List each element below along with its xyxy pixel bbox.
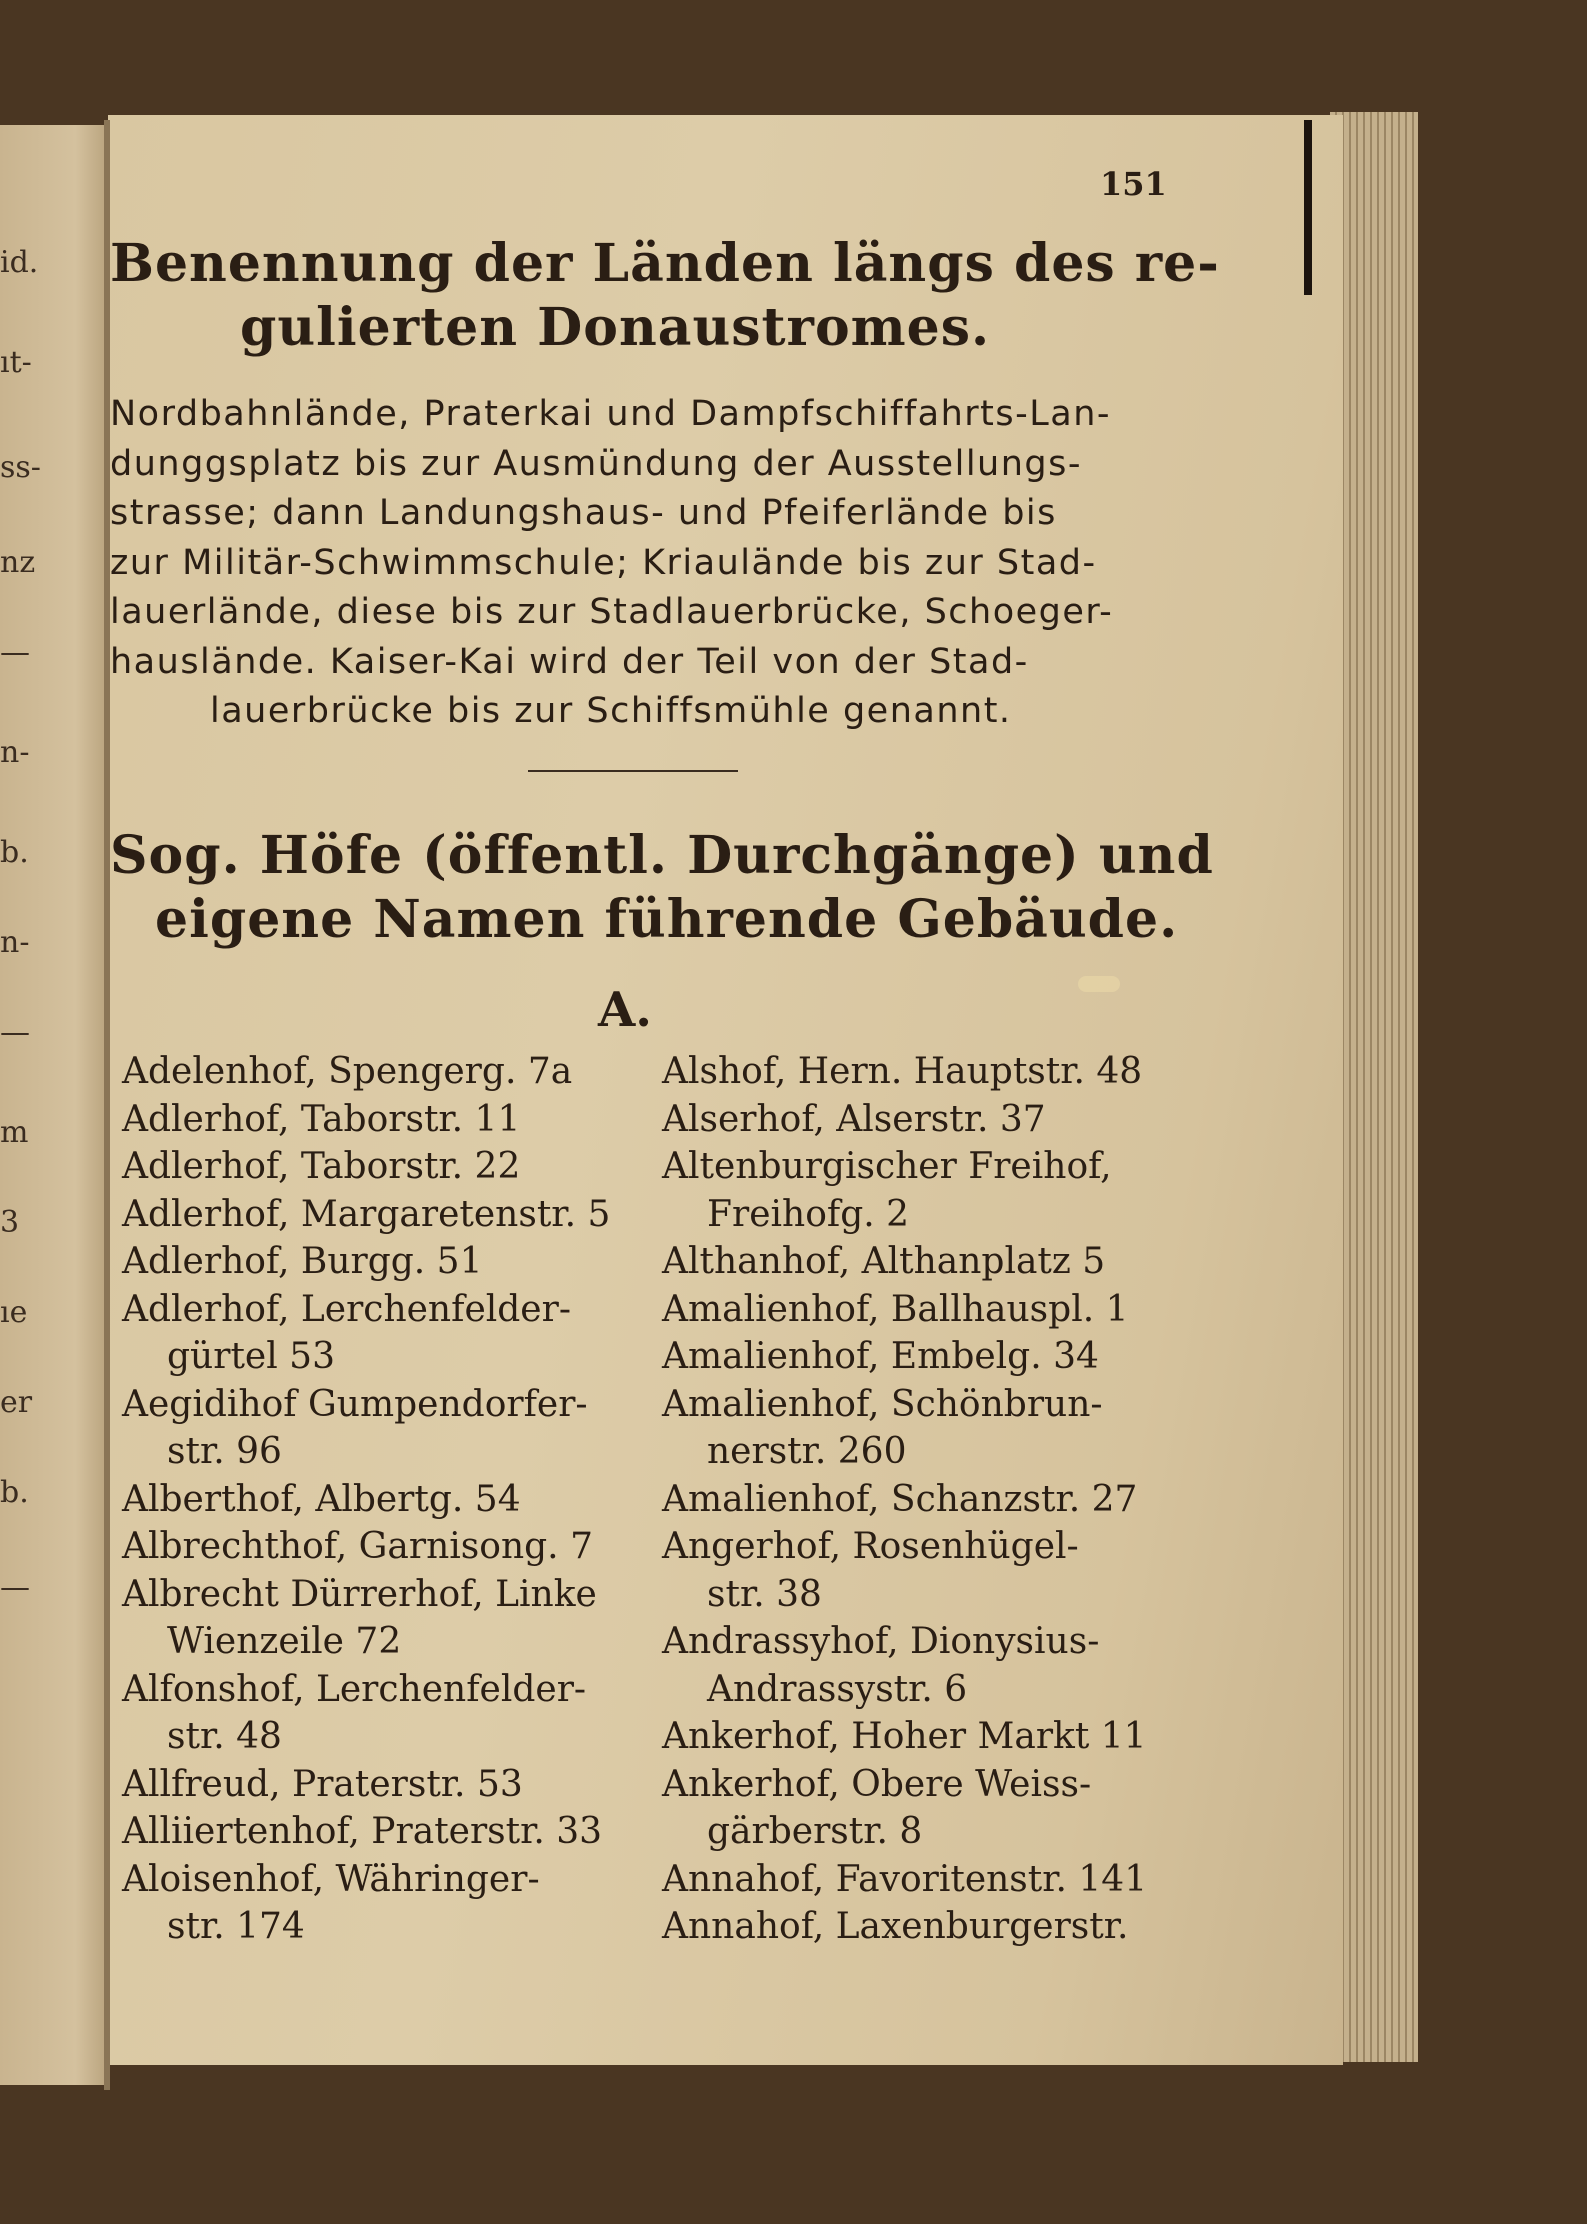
list-item: Alshof, Hern. Hauptstr. 48 [662, 1051, 1143, 1092]
page-number: 151 [1100, 165, 1167, 203]
list-item: Altenburgischer Freihof, [662, 1146, 1112, 1187]
list-item: Adlerhof, Taborstr. 11 [122, 1098, 521, 1140]
list-item: nerstr. 260 [707, 1431, 907, 1472]
paragraph-line: lauerlände, diese bis zur Stadlauerbrücke, Schoeger- [110, 592, 1114, 632]
section-title-courtyards [110, 824, 1214, 952]
list-item: Ankerhof, Hoher Markt 11 [662, 1716, 1147, 1757]
section-title-landing-stages [110, 232, 1220, 360]
previous-page-fragment: nz [0, 545, 36, 580]
paragraph-line: lauerbrücke bis zur Schiffsmühle genannt. [210, 691, 1012, 731]
list-item: Adlerhof, Lerchenfelder- [122, 1288, 571, 1330]
previous-page-fragment: ıt- [0, 345, 32, 380]
paragraph-line: dunggsplatz bis zur Ausmündung der Ausstellungs- [110, 443, 1082, 484]
list-item: Ankerhof, Obere Weiss- [662, 1763, 1092, 1805]
title-line: eigene Namen führende Gebäude. [155, 889, 1179, 950]
previous-page-fragment: b. [0, 1475, 29, 1510]
paragraph-line: hauslände. Kaiser-Kai wird der Teil von der Stad- [110, 641, 1029, 682]
paragraph-line: Nordbahnlände, Praterkai und Dampfschiffahrts-Lan- [110, 394, 1112, 434]
list-item: Alfonshof, Lerchenfelder- [122, 1668, 587, 1710]
list-item: Andrassystr. 6 [707, 1668, 968, 1710]
list-item: Andrassyhof, Dionysius- [662, 1621, 1100, 1662]
title-line: Benennung der Länden längs des re- [110, 233, 1220, 294]
paragraph-line: zur Militär-Schwimmschule; Kriaulände bis zur Stad- [110, 542, 1097, 583]
bookmark-ribbon [1304, 120, 1312, 295]
previous-page-fragment: b. [0, 835, 29, 870]
list-item: Amalienhof, Schönbrun- [662, 1383, 1103, 1425]
section-divider [528, 770, 738, 772]
title-line: gulierten Donaustromes. [240, 297, 991, 358]
list-item: gürtel 53 [167, 1336, 335, 1377]
list-item: Albrechthof, Garnisong. 7 [122, 1526, 593, 1567]
list-item: Allfreud, Praterstr. 53 [122, 1763, 523, 1805]
previous-page-fragment: ıe [0, 1295, 28, 1330]
list-item: Adlerhof, Burgg. 51 [122, 1241, 483, 1282]
previous-page-fragment: — [0, 1015, 30, 1050]
list-item: gärberstr. 8 [707, 1811, 923, 1852]
previous-page-fragment: id. [0, 245, 39, 280]
previous-page-fragment: m [0, 1115, 29, 1150]
list-item: Alserhof, Alserstr. 37 [662, 1098, 1046, 1140]
page-edge-stack [1330, 112, 1418, 2062]
right-column-entries [662, 1048, 1202, 1951]
previous-page-fragment: ss- [0, 450, 41, 485]
previous-page-fragment: n- [0, 925, 30, 960]
list-item: Aegidihof Gumpendorfer- [122, 1383, 588, 1425]
list-item: Alberthof, Albertg. 54 [122, 1478, 521, 1520]
previous-page-fragment: 3 [0, 1205, 20, 1240]
list-item: Alliiertenhof, Praterstr. 33 [122, 1811, 603, 1852]
previous-page-fragment: n- [0, 735, 30, 770]
list-item: str. 174 [167, 1906, 305, 1947]
landing-stages-paragraph [110, 390, 1190, 737]
list-item: str. 96 [167, 1431, 282, 1472]
list-item: Annahof, Favoritenstr. 141 [662, 1858, 1148, 1900]
list-item: Angerhof, Rosenhügel- [662, 1526, 1079, 1567]
paragraph-line: strasse; dann Landungshaus- und Pfeiferlände bis [110, 493, 1057, 533]
list-item: Wienzeile 72 [167, 1621, 402, 1662]
left-column-entries [122, 1048, 662, 1951]
previous-page-edge [0, 125, 108, 2085]
previous-page-fragment: — [0, 1570, 30, 1605]
list-item: Albrecht Dürrerhof, Linke [122, 1573, 597, 1615]
list-item: str. 48 [167, 1716, 282, 1757]
previous-page-fragment: er [0, 1385, 33, 1420]
list-item: Althanhof, Althanplatz 5 [662, 1241, 1106, 1282]
letter-heading: A. [598, 982, 652, 1038]
list-item: Freihofg. 2 [707, 1193, 910, 1235]
list-item: Amalienhof, Ballhauspl. 1 [662, 1288, 1129, 1330]
list-item: Annahof, Laxenburgerstr. [662, 1906, 1129, 1947]
list-item: Amalienhof, Schanzstr. 27 [662, 1478, 1138, 1520]
paper-stain [1078, 976, 1120, 992]
list-item: Adlerhof, Margaretenstr. 5 [122, 1193, 611, 1235]
title-line: Sog. Höfe (öffentl. Durchgänge) und [110, 825, 1214, 886]
list-item: Amalienhof, Embelg. 34 [662, 1336, 1099, 1377]
list-item: Adelenhof, Spengerg. 7a [122, 1051, 573, 1092]
list-item: str. 38 [707, 1573, 822, 1615]
previous-page-fragment: — [0, 635, 30, 670]
list-item: Adlerhof, Taborstr. 22 [122, 1146, 521, 1187]
list-item: Aloisenhof, Währinger- [122, 1858, 540, 1900]
